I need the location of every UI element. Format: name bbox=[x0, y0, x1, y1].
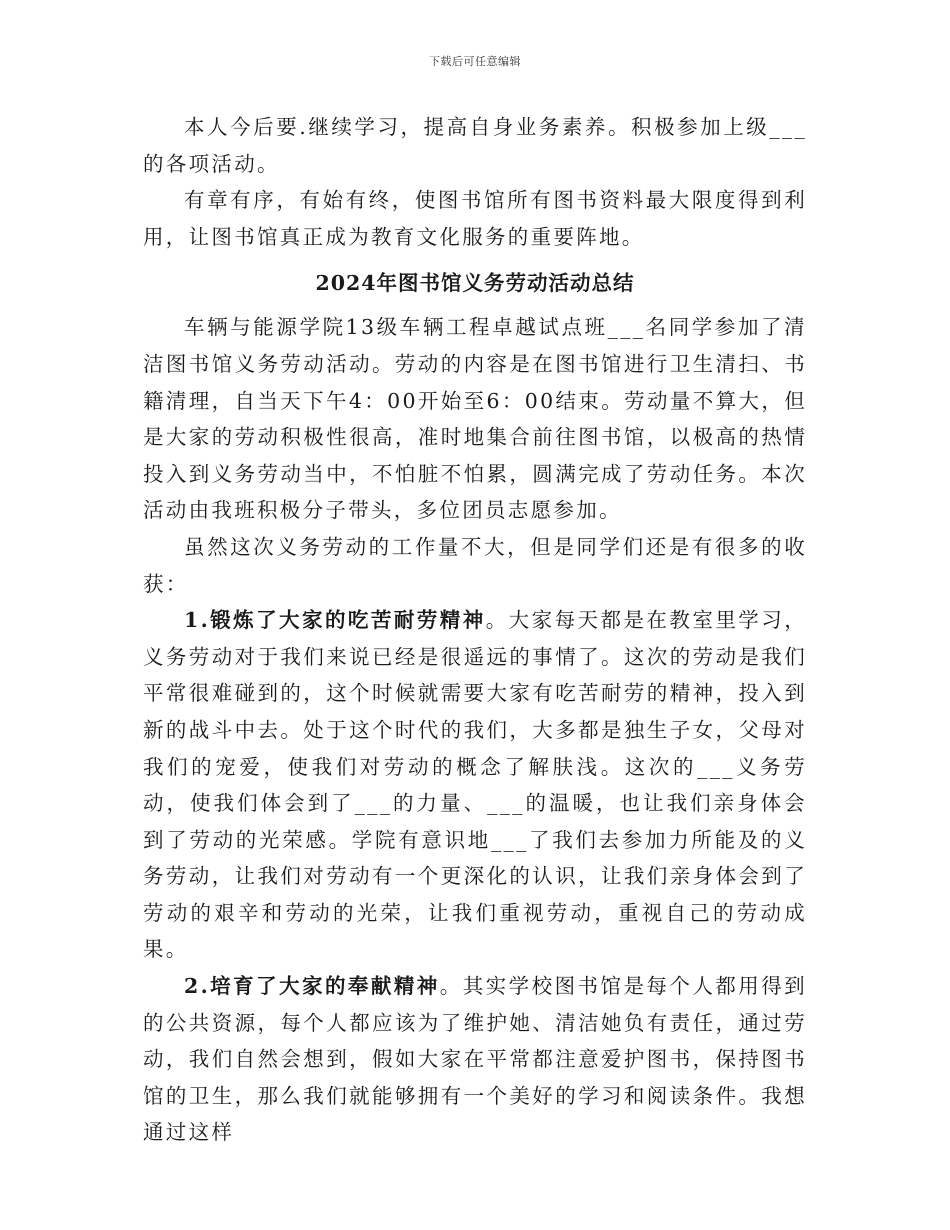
paragraph-point-2 bbox=[143, 968, 807, 1151]
point-1-heading: 1.锻炼了大家的吃苦耐劳精神 bbox=[184, 608, 486, 633]
paragraph-point-1 bbox=[143, 602, 807, 968]
document-title: 2024年图书馆义务劳动活动总结 bbox=[315, 271, 635, 296]
paragraph-library-resources: 有章有序，有始有终，使图书馆所有图书资料最大限度得到利用，让图书馆真正成为教育文化服务的重要阵地。 bbox=[143, 188, 807, 249]
point-1-body: 。大家每天都是在教室里学习，义务劳动对于我们来说已经是很遥远的事情了。这次的劳动是我们平常很难碰到的，这个时候就需要大家有吃苦耐劳的精神，投入到新的战斗中去。处于这个时代的我们，大多都是独生子女，父母对我们的宠爱，使我们对劳动的概念了解肤浅。这次的___义务劳动，使我们体会到了___的力量、___的温暖，也让我们亲身体会到了劳动的光荣感。学院有意识地___了我们去参加力所能及的义务劳动，让我们对劳动有一个更深化的认识，让我们亲身体会到了劳动的艰辛和劳动的光荣，让我们重视劳动，重视自己的劳动成果。 bbox=[143, 608, 807, 962]
paragraph-summary: 虽然这次义务劳动的工作量不大，但是同学们还是有很多的收获： bbox=[143, 534, 807, 596]
point-2-heading: 2.培育了大家的奉献精神 bbox=[184, 974, 440, 999]
paragraph-continue-study: 本人今后要.继续学习，提高自身业务素养。积极参加上级___的各项活动。 bbox=[143, 115, 807, 176]
paragraph-intro: 车辆与能源学院13级车辆工程卓越试点班___名同学参加了清洁图书馆义务劳动活动。劳动的内容是在图书馆进行卫生清扫、书籍清理，自当天下午4：00开始至6：00结束。劳动量不算大，但是大家的劳动积极性很高，准时地集合前往图书馆，以极高的热情投入到义务劳动当中，不怕脏不怕累，圆满完成了劳动任务。本次活动由我班积极分子带头，多位团员志愿参加。 bbox=[143, 315, 807, 523]
page-header: 下载后可任意编辑 bbox=[429, 55, 521, 68]
point-2-body: 。其实学校图书馆是每个人都用得到的公共资源，每个人都应该为了维护她、清洁她负有责任，通过劳动，我们自然会想到，假如大家在平常都注意爱护图书，保持图书馆的卫生，那么我们就能够拥有一个美好的学习和阅读条件。我想通过这样 bbox=[143, 974, 807, 1145]
document-body bbox=[143, 109, 807, 1151]
